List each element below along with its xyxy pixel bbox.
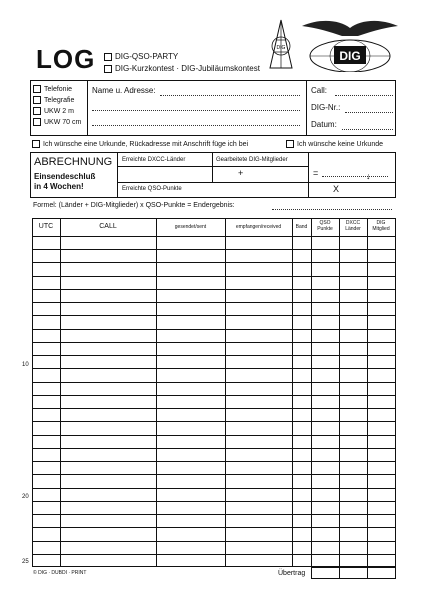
contest-option-kurz[interactable] — [104, 64, 260, 73]
contest-kurz-label: DIG-Kurzkontest · DIG-Jubiläumskontest — [115, 64, 260, 73]
equals-sign: = — [313, 168, 319, 178]
datum-field[interactable] — [342, 129, 393, 130]
table-row-line — [32, 342, 396, 343]
col-call: CALL — [99, 223, 117, 230]
carry-over-box[interactable] — [311, 567, 396, 579]
svg-text:DIG: DIG — [276, 45, 286, 51]
col-dig-member: DIG Mitglied — [372, 220, 390, 232]
mode-option[interactable] — [33, 117, 81, 128]
mode-option[interactable] — [33, 106, 81, 117]
table-row-line — [32, 527, 396, 528]
qso-points-label: Erreichte QSO-Punkte — [122, 186, 182, 192]
table-row-line — [32, 554, 396, 555]
members-label: Gearbeitete DIG-Mitglieder — [216, 157, 288, 163]
contest-party-label: DIG-QSO-PARTY — [115, 52, 179, 61]
carry-over-label: Übertrag — [278, 570, 306, 577]
table-row-line — [32, 514, 396, 515]
table-row-line — [32, 395, 396, 396]
table-row-line — [32, 461, 396, 462]
deadline-line-1: Einsendeschluß — [34, 172, 96, 181]
contest-option-party[interactable] — [104, 52, 178, 61]
table-row-line — [32, 541, 396, 542]
dig-nr-label: DIG-Nr.: — [311, 103, 341, 112]
checkbox-icon[interactable] — [104, 53, 112, 61]
row-marker-25: 25 — [22, 559, 29, 565]
printer-mark: © DIG · DUBDI · PRINT — [33, 570, 87, 576]
table-row-line — [32, 408, 396, 409]
datum-label: Datum: — [311, 120, 337, 129]
table-row-line — [32, 488, 396, 489]
info-box — [30, 80, 396, 136]
table-row-line — [32, 448, 396, 449]
checkbox-icon[interactable] — [104, 65, 112, 73]
table-row-line — [32, 276, 396, 277]
table-row-line — [32, 435, 396, 436]
row-marker-20: 20 — [22, 494, 29, 500]
tower-logo-icon — [268, 18, 294, 70]
col-band: Band — [295, 224, 308, 230]
table-row-line — [32, 474, 396, 475]
table-row-line — [32, 329, 396, 330]
table-row-line — [32, 368, 396, 369]
dig-nr-field[interactable] — [345, 112, 393, 113]
table-row-line — [32, 262, 396, 263]
checkbox-icon[interactable] — [33, 96, 41, 104]
mode-label: Telefonie — [44, 86, 73, 93]
mode-label: UKW 2 m — [44, 108, 74, 115]
checkbox-icon[interactable] — [32, 140, 40, 148]
address-line-1[interactable] — [160, 95, 300, 96]
table-row-line — [32, 289, 396, 290]
certificate-no-label: Ich wünsche keine Urkunde — [297, 140, 383, 148]
checkbox-icon[interactable] — [286, 140, 294, 148]
table-row-line — [32, 355, 396, 356]
dig-eagle-logo-icon — [300, 16, 400, 72]
col-received: empfangen/received — [235, 224, 282, 230]
checkbox-icon[interactable] — [33, 107, 41, 115]
down-arrow-icon: ↓ — [366, 171, 371, 181]
abrechnung-title: ABRECHNUNG — [34, 156, 113, 168]
deadline-line-2: in 4 Wochen! — [34, 182, 84, 191]
mode-option[interactable] — [33, 95, 81, 106]
col-dxcc: DXCC Länder — [345, 220, 361, 232]
subtotal-field[interactable] — [322, 176, 388, 177]
log-title: LOG — [36, 44, 96, 74]
endergebnis-field[interactable] — [272, 209, 392, 210]
address-line-3[interactable] — [92, 125, 300, 126]
table-row-line — [32, 501, 396, 502]
col-sent: gesendet/sent — [174, 224, 207, 230]
certificate-option-yes[interactable] — [32, 140, 248, 148]
table-row-line — [32, 302, 396, 303]
dxcc-label: Erreichte DXCC-Länder — [122, 157, 186, 163]
row-marker-10: 10 — [22, 362, 29, 368]
call-label: Call: — [311, 86, 328, 95]
table-row-line — [32, 382, 396, 383]
table-row-line — [32, 249, 396, 250]
table-row-line — [32, 421, 396, 422]
certificate-option-no[interactable] — [286, 140, 383, 148]
checkbox-icon[interactable] — [33, 85, 41, 93]
col-qso-points: QSO Punkte — [317, 220, 333, 232]
certificate-yes-label: Ich wünsche eine Urkunde, Rückadresse mit Anschrift füge ich bei — [43, 140, 249, 148]
table-row-line — [32, 315, 396, 316]
col-utc: UTC — [38, 223, 54, 230]
address-label: Name u. Adresse: — [92, 86, 156, 95]
mode-options — [33, 84, 81, 128]
call-field[interactable] — [335, 95, 393, 96]
formula-text: Formel: (Länder + DIG-Mitglieder) x QSO-Punkte = Endergebnis: — [33, 202, 235, 209]
mode-label: Telegrafie — [44, 97, 75, 104]
address-line-2[interactable] — [92, 110, 300, 111]
plus-sign: + — [238, 168, 244, 178]
mode-label: UKW 70 cm — [44, 119, 82, 126]
times-sign: X — [333, 184, 340, 194]
checkbox-icon[interactable] — [33, 118, 41, 126]
mode-option[interactable] — [33, 84, 81, 95]
dig-logo-text: DIG — [339, 49, 361, 63]
